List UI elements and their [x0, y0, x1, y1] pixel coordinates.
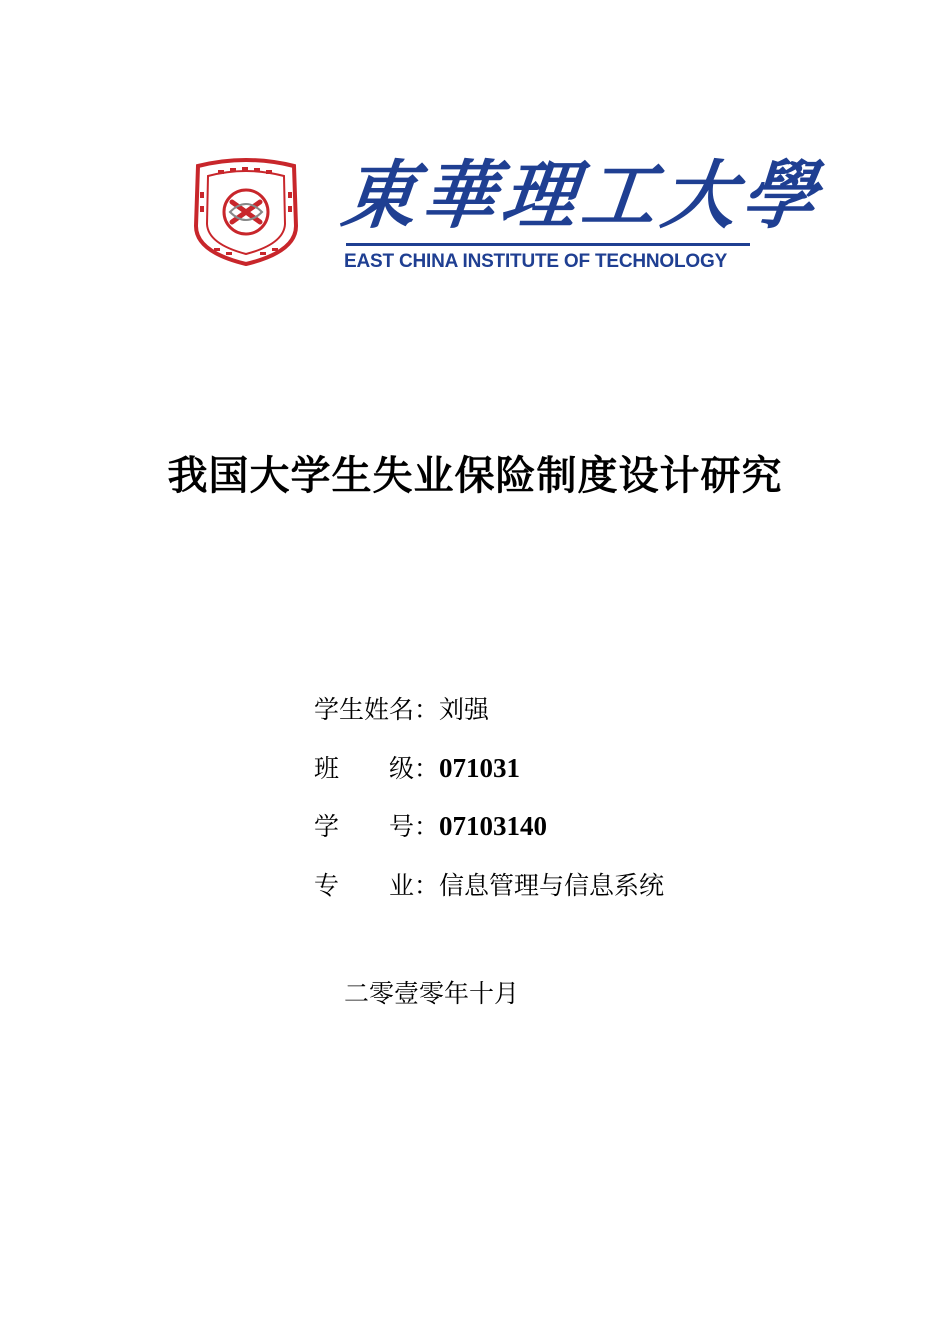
thesis-title: 我国大学生失业保险制度设计研究: [167, 453, 783, 499]
class-label: 班 级：: [314, 754, 440, 783]
university-logo: [184, 148, 827, 278]
student-name-row: [314, 690, 489, 730]
major-value: 信息管理与信息系统: [439, 871, 665, 900]
class-row: [314, 748, 520, 788]
university-name-cn: 東華理工大學: [337, 153, 827, 239]
student-name-label: 学生姓名：: [314, 695, 440, 724]
wordmark-divider: [346, 243, 750, 246]
student-id-value: 07103140: [439, 811, 548, 841]
student-id-row: [314, 806, 547, 846]
student-name-value: 刘强: [439, 695, 490, 724]
major-row: [314, 866, 664, 906]
university-seal-icon: [184, 156, 308, 266]
student-id-label: 学 号：: [314, 812, 440, 841]
university-name-en: EAST CHINA INSTITUTE OF TECHNOLOGY: [344, 251, 728, 272]
university-wordmark: [337, 148, 827, 278]
class-value: 071031: [439, 753, 521, 783]
submission-date: 二零壹零年十月: [344, 979, 520, 1008]
major-label: 专 业：: [314, 871, 440, 900]
